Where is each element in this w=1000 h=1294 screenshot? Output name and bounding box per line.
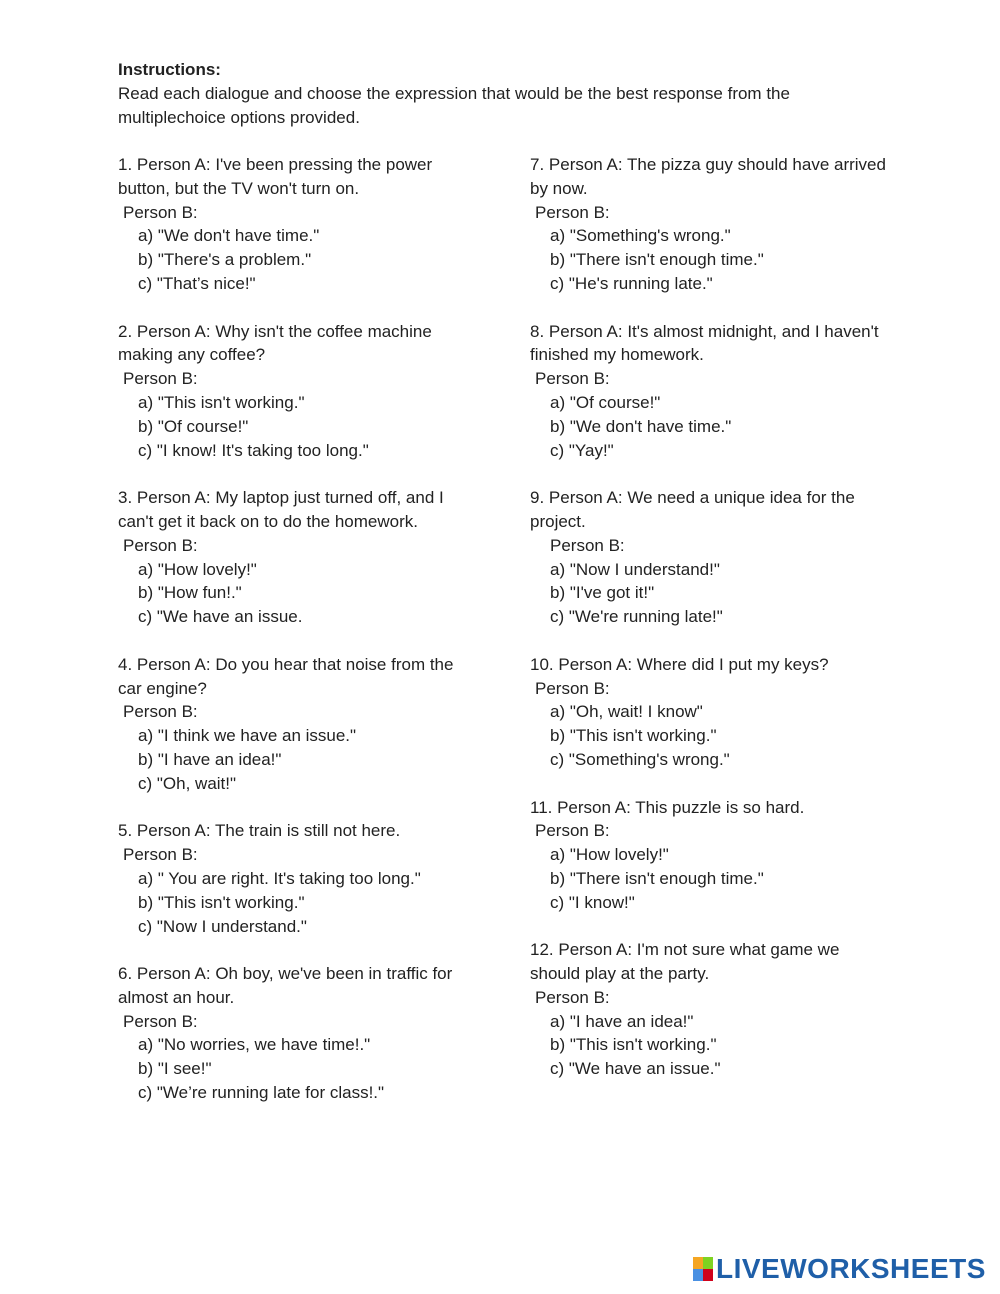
answer-option-c[interactable]: c) "Now I understand." <box>138 916 307 936</box>
answer-option-b[interactable]: b) "There isn't enough time." <box>550 868 764 888</box>
answer-option-a[interactable]: a) "Oh, wait! I know" <box>550 702 703 722</box>
answer-option-a[interactable]: a) "This isn't working." <box>138 392 305 412</box>
left-question-column <box>118 153 478 1105</box>
answer-option-c[interactable]: c) "Yay!" <box>550 440 614 460</box>
question-8 <box>530 320 890 463</box>
question-10 <box>530 653 890 772</box>
person-b-label: Person B: <box>123 702 198 722</box>
question-11 <box>530 796 890 915</box>
question-prompt: 10. Person A: Where did I put my keys? <box>530 654 829 674</box>
question-9 <box>530 486 890 629</box>
person-b-label: Person B: <box>535 678 610 698</box>
answer-option-a[interactable]: a) "Something's wrong." <box>550 226 731 246</box>
answer-option-b[interactable]: b) "I have an idea!" <box>138 749 282 769</box>
person-b-label: Person B: <box>535 202 610 222</box>
answer-option-b[interactable]: b) "There's a problem." <box>138 250 312 270</box>
question-prompt: 2. Person A: Why isn't the coffee machine making any coffee? <box>118 321 432 365</box>
question-prompt: 12. Person A: I'm not sure what game we should play at the party. <box>530 940 840 984</box>
answer-option-b[interactable]: b) "This isn't working." <box>138 892 305 912</box>
answer-option-c[interactable]: c) "I know! It's taking too long." <box>138 440 369 460</box>
person-b-label: Person B: <box>550 535 625 555</box>
answer-option-b[interactable]: b) "There isn't enough time." <box>550 250 764 270</box>
question-4 <box>118 653 478 796</box>
right-question-column <box>530 153 890 1081</box>
person-b-label: Person B: <box>123 202 198 222</box>
question-6 <box>118 962 478 1105</box>
answer-option-b[interactable]: b) "Of course!" <box>138 416 249 436</box>
question-prompt: 5. Person A: The train is still not here. <box>118 821 401 841</box>
question-prompt: 9. Person A: We need a unique idea for the project. <box>530 488 855 531</box>
answer-option-a[interactable]: a) " You are right. It's taking too long." <box>138 868 421 888</box>
answer-option-a[interactable]: a) "No worries, we have time!." <box>138 1035 371 1055</box>
instructions-text: Read each dialogue and choose the expression that would be the best response from the multiplechoice options provided. <box>118 84 790 127</box>
person-b-label: Person B: <box>123 1011 198 1031</box>
person-b-label: Person B: <box>123 369 198 389</box>
answer-option-b[interactable]: b) "This isn't working." <box>550 1035 717 1055</box>
question-prompt: 4. Person A: Do you hear that noise from the car engine? <box>118 654 454 698</box>
instructions-title: Instructions: <box>118 60 221 79</box>
question-1 <box>118 153 478 296</box>
person-b-label: Person B: <box>123 535 198 555</box>
answer-option-a[interactable]: a) "We don't have time." <box>138 226 320 246</box>
liveworksheets-logo <box>693 1254 986 1284</box>
answer-option-c[interactable]: c) "We’re running late for class!." <box>138 1083 385 1103</box>
question-prompt: 8. Person A: It's almost midnight, and I haven't finished my homework. <box>530 321 879 365</box>
person-b-label: Person B: <box>123 845 198 865</box>
logo-text: LIVEWORKSHEETS <box>716 1253 986 1284</box>
question-prompt: 7. Person A: The pizza guy should have arrived by now. <box>530 155 886 198</box>
answer-option-a[interactable]: a) "How lovely!" <box>138 559 257 579</box>
answer-option-b[interactable]: b) "This isn't working." <box>550 726 717 746</box>
answer-option-c[interactable]: c) "I know!" <box>550 892 635 912</box>
answer-option-c[interactable]: c) "We have an issue. <box>138 607 303 627</box>
answer-option-c[interactable]: c) "Something's wrong." <box>550 749 730 769</box>
answer-option-c[interactable]: c) "Oh, wait!" <box>138 773 237 793</box>
answer-option-c[interactable]: c) "That’s nice!" <box>138 273 256 293</box>
answer-option-a[interactable]: a) "How lovely!" <box>550 845 669 865</box>
question-3 <box>118 486 478 629</box>
question-prompt: 11. Person A: This puzzle is so hard. <box>530 797 805 817</box>
answer-option-c[interactable]: c) "We're running late!" <box>550 607 723 627</box>
question-12 <box>530 938 890 1081</box>
answer-option-a[interactable]: a) "Now I understand!" <box>550 559 720 579</box>
answer-option-a[interactable]: a) "I have an idea!" <box>550 1011 694 1031</box>
person-b-label: Person B: <box>535 821 610 841</box>
answer-option-a[interactable]: a) "I think we have an issue." <box>138 726 357 746</box>
question-prompt: 3. Person A: My laptop just turned off, and I can't get it back on to do the homework. <box>118 488 444 531</box>
answer-option-b[interactable]: b) "We don't have time." <box>550 416 732 436</box>
answer-option-b[interactable]: b) "I've got it!" <box>550 583 655 603</box>
answer-option-a[interactable]: a) "Of course!" <box>550 392 661 412</box>
answer-option-c[interactable]: c) "He's running late." <box>550 273 713 293</box>
question-5 <box>118 819 478 938</box>
person-b-label: Person B: <box>535 987 610 1007</box>
logo-mark-icon <box>693 1257 713 1281</box>
instructions-block <box>118 58 878 130</box>
question-7 <box>530 153 890 296</box>
answer-option-b[interactable]: b) "How fun!." <box>138 583 242 603</box>
answer-option-c[interactable]: c) "We have an issue." <box>550 1059 721 1079</box>
answer-option-b[interactable]: b) "I see!" <box>138 1059 212 1079</box>
person-b-label: Person B: <box>535 369 610 389</box>
question-2 <box>118 320 478 463</box>
question-prompt: 1. Person A: I've been pressing the power button, but the TV won't turn on. <box>118 155 433 198</box>
question-prompt: 6. Person A: Oh boy, we've been in traffic for almost an hour. <box>118 964 453 1007</box>
